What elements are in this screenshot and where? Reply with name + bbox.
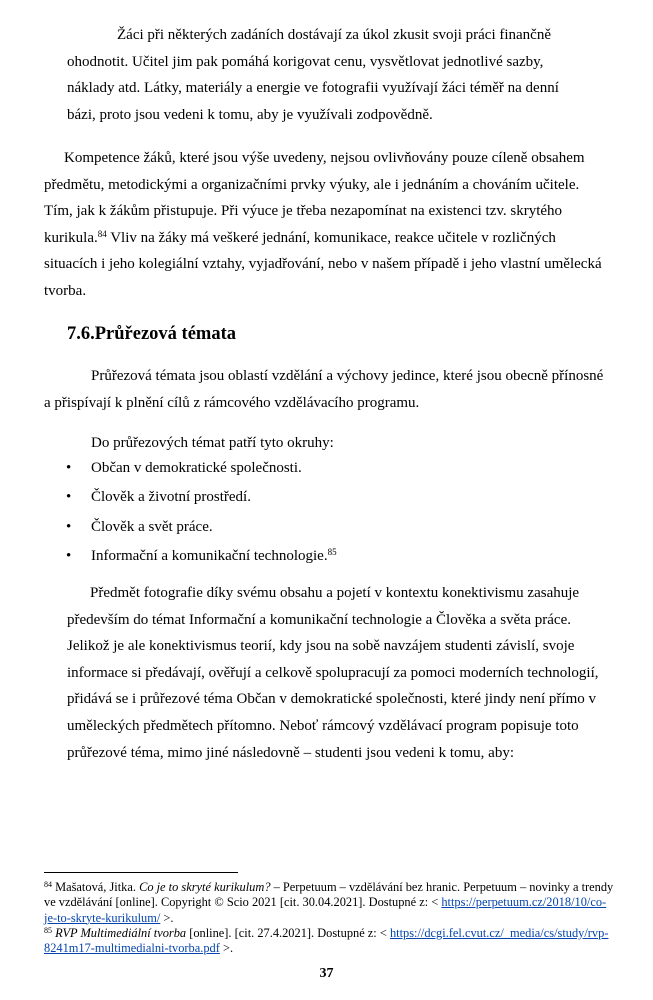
footnote-number: 84 <box>44 880 52 889</box>
list-intro: Do průřezových témat patří tyto okruhy: <box>91 435 334 451</box>
footnote-85 <box>44 926 619 957</box>
list-item-text: Informační a komunikační technologie. <box>91 547 328 564</box>
bullet-icon: • <box>66 518 72 535</box>
footnote-author: Mašatová, Jitka. <box>52 880 140 894</box>
list-item-text: Člověk a svět práce. <box>91 518 213 535</box>
footnote-title: RVP Multimediální tvorba <box>52 925 187 940</box>
list-item-text: Občan v demokratické společnosti. <box>91 460 302 476</box>
topics-list <box>66 455 337 572</box>
footnote-number: 85 <box>44 925 52 935</box>
footnote-text: – Perpetuum – vzdělávání bez hranic. Perpetuum – novinky a trendy ve vzdělávání [online]. Copyright © Scio 2021 [cit. 30.04.2021]. Dostupné z: < <box>44 880 614 910</box>
paragraph-crosscutting-definition: Průřezová témata jsou oblastí vzdělání a výchovy jedince, které jsou obecně přínosné a přispívají k plnění cílů z rámcového vzdělávacího programu. <box>44 368 604 411</box>
footnote-text: [online]. [cit. 27.4.2021]. Dostupné z: < <box>186 925 390 940</box>
footnote-tail: >. <box>219 941 234 956</box>
section-heading: 7.6.Průřezová témata <box>67 324 237 344</box>
paragraph-photography-subject: Předmět fotografie díky svému obsahu a pojetí v kontextu konektivismu zasahuje především do témat Informační a komunikační technologie a Člověka a světa práce. Jelikož je ale konektivismus teorií, kdy jsou na sobě navzájem studenti závislí, svoje informace si předávají, ověřují a celkově spolupracují za pomoci moderních technologií, přidává se i průřezové téma Občan v demokratické společnosti, které jindy není přímo v uměleckých předmětech přítomno. Neboť rámcový vzdělávací program popisuje toto průřezové téma, mimo jiné následovně – studenti jsou vedeni k tomu, aby: <box>67 585 599 761</box>
footnote-ref-84[interactable]: 84 <box>97 228 107 239</box>
footnotes <box>44 880 619 956</box>
list-item <box>66 543 337 572</box>
page-number: 37 <box>319 966 334 981</box>
paragraph-competences-text-b: Vliv na žáky má veškeré jednání, komunikace, reakce učitele v rozličných situacích i jeho kolegiální vztahy, vyjadřování, nebo v našem případě i jeho vlastní umělecká tvorba. <box>44 229 602 299</box>
list-item-text: Člověk a životní prostředí. <box>91 489 251 506</box>
paragraph-competences <box>44 145 609 305</box>
footnote-title: Co je to skryté kurikulum? <box>139 880 271 894</box>
footnote-link[interactable]: https://perpetuum.cz/2018/10/co-je-to-skryte-kurikulum/ <box>44 895 607 925</box>
list-item <box>66 514 337 543</box>
footnote-link[interactable]: https://dcgi.fel.cvut.cz/_media/cs/study/rvp-8241m17-multimedialni-tvorba.pdf <box>44 925 609 956</box>
footnote-84 <box>44 880 619 926</box>
paragraph-financial-evaluation: Žáci při některých zadáních dostávají za úkol zkusit svoji práci finančně ohodnotit. Učitel jim pak pomáhá korigovat cenu, vysvětlovat jednotlivé sazby, náklady atd. Látky, materiály a energie ve fotografii využívají žáci téměř na denní bázi, proto jsou vedeni k tomu, aby je využívali zodpovědně. <box>67 27 559 123</box>
bullet-icon: • <box>66 460 72 476</box>
bullet-icon: • <box>66 547 72 564</box>
bullet-icon: • <box>66 489 72 506</box>
list-item <box>66 484 337 513</box>
footnote-tail: >. <box>160 910 174 925</box>
list-item <box>66 455 337 484</box>
footnote-separator <box>44 872 238 873</box>
paragraph-competences-text-a: Kompetence žáků, které jsou výše uvedeny, nejsou ovlivňovány pouze cíleně obsahem předmětu, metodickými a organizačními prvky výuky, ale i jednáním a chováním učitele. Tím, jak k žákům přistupuje. Při výuce je třeba nezapomínat na existenci tzv. skrytého kurikula. <box>44 150 585 246</box>
footnote-ref-85[interactable]: 85 <box>327 546 337 557</box>
